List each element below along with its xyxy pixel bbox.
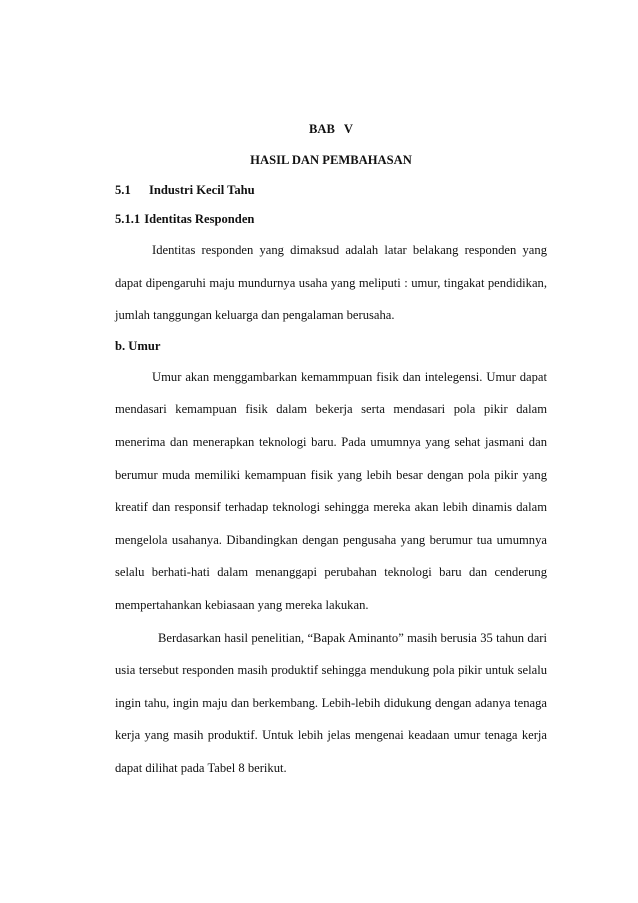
subsection-title: Identitas Responden xyxy=(144,212,255,226)
paragraph-identitas: Identitas responden yang dimaksud adalah latar belakang responden yang dapat dipengaruhi maju mundurnya usaha yang meliputi : umur, tingakat pendidikan, jumlah tanggungan keluarga dan pengalaman berusaha. xyxy=(115,243,547,323)
section-title: Industri Kecil Tahu xyxy=(149,183,255,197)
subsection-number: 5.1.1 xyxy=(115,212,141,226)
section-number: 5.1 xyxy=(115,183,131,197)
page-content xyxy=(115,114,547,785)
subsection-heading xyxy=(115,205,547,234)
chapter-heading: BAB V xyxy=(309,122,353,136)
chapter-title: HASIL DAN PEMBAHASAN xyxy=(250,153,412,167)
paragraph-umur: Umur akan menggambarkan kemammpuan fisik dan intelegensi. Umur dapat mendasari kemampuan fisik dalam bekerja serta mendasari pola pikir dalam menerima dan menerapkan teknologi baru. Pada umumnya yang sehat jasmani dan berumur muda memiliki kemampuan fisik yang lebih besar dengan pola pikir yang kreatif dan responsif terhadap teknologi sehingga mereka akan lebih dinamis dalam mengelola usahanya. Dibandingkan dengan pengusaha yang berumur tua umumnya selalu berhati-hati dalam menanggapi perubahan teknologi baru dan cenderung mempertahankan kebiasaan yang mereka lakukan. xyxy=(115,369,547,612)
section-heading xyxy=(115,176,547,205)
paragraph-hasil: Berdasarkan hasil penelitian, “Bapak Aminanto” masih berusia 35 tahun dari usia tersebut responden masih produktif sehingga mendukung pola pikir untuk selalu ingin tahu, ingin maju dan berkembang. Lebih-lebih didukung dengan adanya tenaga kerja yang masih produktif. Untuk lebih jelas mengenai keadaan umur tenaga kerja dapat dilihat pada Tabel 8 berikut. xyxy=(115,630,547,775)
subheading-umur: b. Umur xyxy=(115,338,161,353)
